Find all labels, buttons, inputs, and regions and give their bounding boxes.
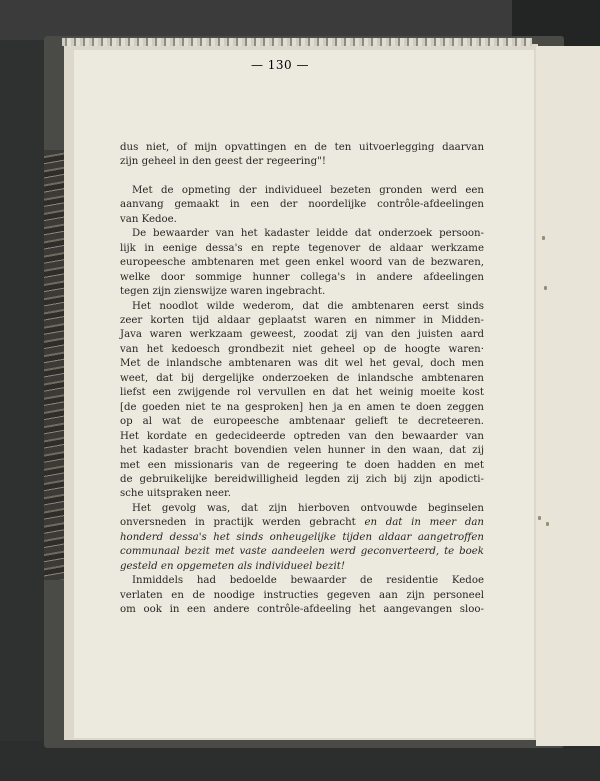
page-number: — 130 —: [250, 58, 310, 72]
text-line-content: welke door sommige hunner collega's in andere afdeelingen: [120, 271, 484, 283]
text-line-content: zeer korten tijd aldaar geplaatst waren en nimmer in Midden-: [120, 314, 484, 326]
text-line-content: Het noodlot wilde wederom, dat die ambtenaren eerst sinds: [132, 300, 484, 312]
text-line: [120, 285, 484, 299]
text-line: [120, 459, 484, 473]
text-line: [120, 242, 484, 256]
text-line-content: gesteld en opgemeten als individueel bezit!: [120, 560, 345, 572]
text-line: [120, 198, 484, 212]
text-line-content: liefst een zwijgende rol vervullen en dat het weinig moeite kost: [120, 387, 484, 399]
text-line: [120, 531, 484, 545]
text-line: [120, 430, 484, 444]
page-edge-top: [62, 38, 532, 46]
text-line: [120, 386, 484, 400]
facing-page: [536, 46, 600, 746]
text-line-content: aanvang gemaakt in een der noordelijke contrôle-afdeelingen: [120, 199, 484, 211]
text-line-content: Het gevolg was, dat zijn hierboven ontvouwde beginselen: [132, 502, 484, 514]
text-line: [120, 487, 484, 501]
text-line: [120, 473, 484, 487]
text-line: [120, 155, 484, 169]
text-line-content: van Kedoe.: [120, 213, 177, 225]
text-line-content: honderd dessa's het sinds onheugelijke tijden aldaar aangetroffen: [120, 531, 484, 543]
paragraph-gap: [120, 170, 484, 184]
speck: [538, 516, 541, 520]
text-line-content: het kadaster bracht bovendien velen hunner in den waan, dat zij: [120, 445, 484, 457]
text-line-content: Java waren werkzaam geweest, zoodat zij van den juisten aard: [120, 329, 484, 341]
text-line: [120, 372, 484, 386]
text-line: [120, 271, 484, 285]
text-line-content: sche uitspraken neer.: [120, 488, 231, 500]
text-line: [120, 574, 484, 588]
text-line: [120, 213, 484, 227]
text-line-content: communaal bezit met vaste aandeelen werd geconverteerd, te boek: [120, 546, 484, 558]
text-line: [120, 603, 484, 617]
text-line: [120, 227, 484, 241]
text-line: [120, 516, 484, 530]
body-text: [120, 141, 484, 618]
text-line-content: tegen zijn zienswijze waren ingebracht.: [120, 286, 326, 298]
text-line-content: Het kordate en gedecideerde optreden van den bewaarder van: [120, 430, 484, 442]
text-line-content: met een missionaris van de regeering te doen hadden en met: [120, 459, 484, 471]
text-line-content: Met de inlandsche ambtenaren was dit wel het geval, doch men: [120, 358, 484, 370]
text-line-content: onversneden in practijk werden gebracht: [120, 517, 356, 529]
text-line: [120, 415, 484, 429]
text-line-content: De bewaarder van het kadaster leidde dat onderzoek persoon-: [132, 228, 484, 240]
text-line-content: de gebruikelijke bereidwilligheid legden zij zich bij zijn apodicti-: [120, 473, 484, 485]
text-line-content: [de goeden niet te na gesproken] hen ja en amen te doen zeggen: [120, 401, 484, 413]
text-line: [120, 184, 484, 198]
text-line: [120, 256, 484, 270]
text-line: [120, 300, 484, 314]
speck: [544, 286, 547, 290]
text-line-content: om ook in een andere contrôle-afdeeling het aangevangen sloo-: [120, 604, 484, 616]
text-line: [120, 314, 484, 328]
speck: [546, 522, 549, 526]
text-line-content: dus niet, of mijn opvattingen en de ten uitvoerlegging daarvan: [120, 142, 484, 153]
text-line-content: Met de opmeting der individueel bezeten gronden werd een: [132, 184, 484, 196]
text-line-content: zijn geheel in den geest der regeering"!: [120, 156, 326, 168]
text-line: [120, 589, 484, 603]
text-line-content: europeesche ambtenaren met geen enkel woord van de bezwaren,: [120, 257, 484, 269]
text-line: [120, 343, 484, 357]
text-line: [120, 444, 484, 458]
text-line: [120, 401, 484, 415]
text-line-content: lijk in eenige dessa's en repte tegenover de aldaar werkzame: [120, 242, 484, 254]
background-top: [0, 0, 600, 40]
text-line: [120, 357, 484, 371]
text-line: [120, 141, 484, 155]
text-line: [120, 328, 484, 342]
text-line-italic: en dat in meer dan: [355, 517, 484, 529]
text-line-content: weet, dat bij dergelijke onderzoeken de inlandsche ambtenaren: [120, 372, 484, 384]
text-line-content: op al wat de europeesche ambtenaar gelieft te decreteeren.: [120, 416, 484, 428]
text-line-content: verlaten en de noodige instructies gegeven aan zijn personeel: [120, 589, 484, 601]
text-line: [120, 560, 484, 574]
text-line-content: van het kedoesch grondbezit niet geheel op de hoogte waren·: [120, 343, 484, 355]
speck: [542, 236, 545, 240]
text-line-content: Inmiddels had bedoelde bewaarder de residentie Kedoe: [132, 575, 484, 587]
marbled-spine: [44, 150, 66, 580]
text-line: [120, 545, 484, 559]
text-line: [120, 502, 484, 516]
